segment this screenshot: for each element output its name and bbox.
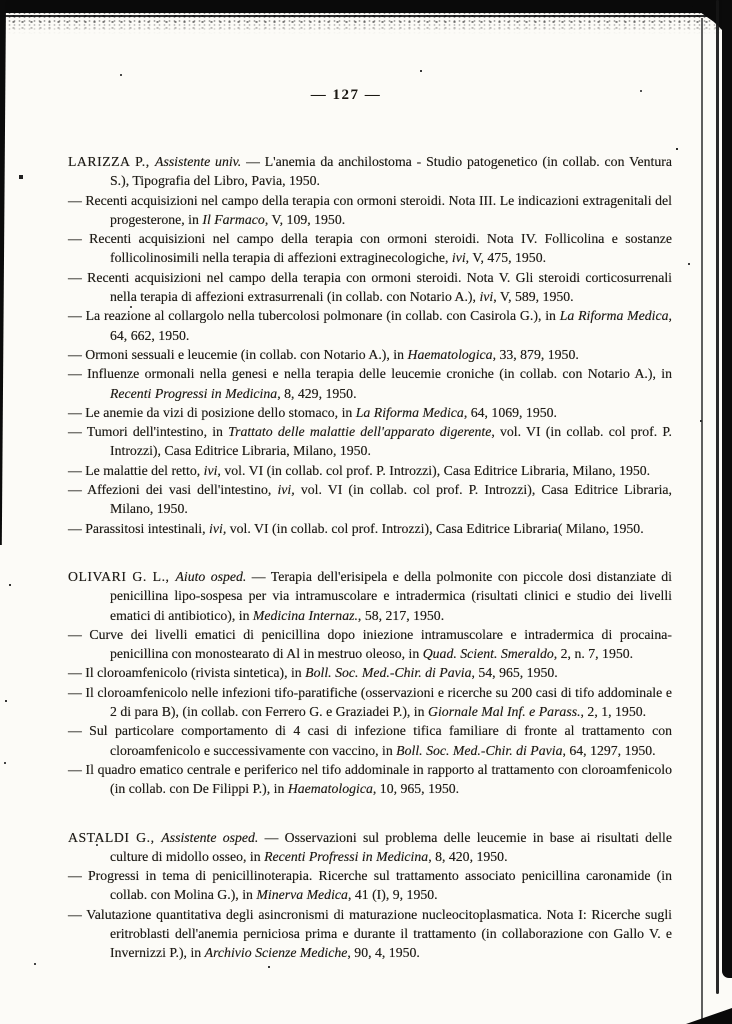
entry-text: La reazione al collargolo nella tubercolosi polmonare (in collab. con Casirola G.), in <box>85 308 560 324</box>
entry-italic-text: Recenti Profressi in Medicina <box>264 848 429 864</box>
entry-text: Ormoni sessuali e leucemie (in collab. con Notario A.), in <box>85 346 408 362</box>
entry-text: Le malattie del retto, <box>85 462 204 478</box>
entry-italic-text: ivi <box>451 250 466 266</box>
bibliography-section-olivari <box>68 567 672 799</box>
bibliography-entry: — Tumori dell'intestino, in Trattato delle malattie dell'apparato digerente, vol. VI (in collab. col prof. P. Introzzi), Casa Editrice Libraria, Milano, 1950. <box>68 424 673 459</box>
bibliography-entry: — Il cloroamfenicolo nelle infezioni tifo-paratifiche (osservazioni e ricerche su 200 casi di tifo addominale e 2 di para B), (in collab. con Ferrero G. e Graziadei P.), in Giornale Mal Inf. e Parass., 2, 1, 1950. <box>68 684 672 720</box>
entry-text: , 33, 879, 1950. <box>492 346 579 362</box>
entry-text: vol. VI (in collab. col prof. P. Introzzi), Casa Editrice Libraria, Milano, 1950. <box>220 462 651 478</box>
bibliography-entry: — Recenti acquisizioni nel campo della terapia con ormoni steroidi. Nota IV. Follicolina e sostanze follicolinosimili nella terapia di affezioni extraginecologiche, ivi, V, 475, 1950. <box>68 231 673 266</box>
bibliography-entry: — Valutazione quantitativa degli asincronismi di maturazione nucleocitoplasmatica. Nota I: Ricerche sugli eritroblasti dell'anemia perniciosa prima e durante il trattamento (in collaborazione con Gallo V. e Invernizzi P.), in Archivio Scienze Mediche, 90, 4, 1950. <box>68 906 672 961</box>
entry-text: , vol. VI (in collab. col prof. P. Introzzi), Casa Editrice Libraria, Milano, 1950. <box>110 424 673 459</box>
entry-italic-text: Haematologica <box>407 346 493 362</box>
bibliography-entry: — Recenti acquisizioni nel campo della terapia con ormoni steroidi. Nota V. Gli steroidi corticosurrenali nella terapia di affezioni extrasurrenali (in collab. con Notario A.), ivi, V, 589, 1950. <box>68 269 672 305</box>
bibliography-entry: — Ormoni sessuali e leucemie (in collab. con Notario A.), in Haematologica, 33, 879, 1950. <box>68 346 579 362</box>
bibliography-entry: — Sul particolare comportamento di 4 casi di infezione tifica familiare di fronte al trattamento con cloroamfenicolo e successivamente con vaccino, in Boll. Soc. Med.-Chir. di Pavia, 64, 1297, 1950. <box>68 723 672 758</box>
entry-italic-text: Haematologica <box>287 781 373 797</box>
author-role: Aiuto osped. <box>175 568 247 584</box>
scan-artifact-bottom-right-corner <box>686 1008 732 1024</box>
scan-artifact-right-line-outer <box>716 0 719 994</box>
entry-text: Sul particolare comportamento di 4 casi di infezione tifica familiare di fronte al trattamento con cloroamfenicolo e successivamente con vaccino, in <box>89 723 672 758</box>
entry-text: , 58, 217, 1950. <box>357 607 445 623</box>
bibliography-entry: — Il cloroamfenicolo (rivista sintetica), in Boll. Soc. Med.-Chir. di Pavia, 54, 965, 1950. <box>68 665 558 681</box>
entry-text: Recenti acquisizioni nel campo della terapia con ormoni steroidi. Nota V. Gli steroidi corticosurrenali nella terapia di affezioni extrasurrenali (in collab. con Notario A.), <box>87 269 672 305</box>
entry-italic-text: La Riforma Medica <box>559 308 669 324</box>
entry-text: , V, 109, 1950. <box>264 211 346 227</box>
entry-text: Valutazione quantitativa degli asincronismi di maturazione nucleocitoplasmatica. Nota I: Ricerche sugli eritroblasti dell'anemia perniciosa prima e durante il trattamento (in collaborazione con Gallo V. e Invernizzi P.), in <box>86 906 672 961</box>
entry-text: , 8, 429, 1950. <box>277 385 357 401</box>
bibliography-section-larizza <box>68 152 672 538</box>
entry-text: Recenti acquisizioni nel campo della terapia con ormoni steroidi. Nota IV. Follicolina e sostanze follicolinosimili nella terapia di affezioni extraginecologiche, <box>89 231 673 266</box>
entry-text: , V, 589, 1950. <box>493 289 574 305</box>
entry-text: , 2, n. 7, 1950. <box>553 646 634 662</box>
entry-text: Parassitosi intestinali, <box>85 520 210 536</box>
entry-text: Affezioni dei vasi dell'intestino, <box>87 482 278 498</box>
entry-text: Progressi in tema di penicillinoterapia. Ricerche sul trattamento associato penicillina caronamide (in collab. con Molina G.), in <box>87 868 672 903</box>
entry-text: L'anemia da anchilostoma - Studio patogenetico (in collab. con Ventura S.), Tipografia del Libro, Pavia, 1950. <box>110 154 672 189</box>
bibliography-entry: — Le malattie del retto, ivi, vol. VI (in collab. col prof. P. Introzzi), Casa Editrice Libraria, Milano, 1950. <box>68 462 651 478</box>
scan-artifact-top-line <box>0 15 732 17</box>
entry-text: , V, 475, 1950. <box>465 250 547 266</box>
entry-text: , 64, 662, 1950. <box>110 308 672 343</box>
entry-text: , 64, 1069, 1950. <box>463 404 557 420</box>
entry-text: vol. VI (in collab. col prof. Introzzi), Casa Editrice Libraria( Milano, 1950. <box>226 520 644 536</box>
entry-text: Osservazioni sul problema delle leucemie in base ai risultati delle culture di midollo osseo, in <box>110 829 672 864</box>
entry-italic-text: ivi, <box>209 520 227 536</box>
bibliography-entry: — La reazione al collargolo nella tubercolosi polmonare (in collab. con Casirola G.), in La Riforma Medica, 64, 662, 1950. <box>68 308 672 343</box>
entry-text: Il cloroamfenicolo (rivista sintetica), in <box>85 665 306 681</box>
author-name: LARIZZA P., <box>68 154 156 169</box>
entry-text: Il cloroamfenicolo nelle infezioni tifo-paratifiche (osservazioni e ricerche su 200 casi di tifo addominale e 2 di para B), (in collab. con Ferrero G. e Graziadei P.), in <box>85 684 672 720</box>
bibliography-entry: — Il quadro ematico centrale e periferico nel tifo addominale in rapporto al trattamento con cloroamfenicolo (in collab. con De Filippi P.), in Haematologica, 10, 965, 1950. <box>68 761 672 797</box>
scan-artifact-right-edge <box>722 0 732 978</box>
scan-artifact-top-band <box>0 0 732 13</box>
entry-italic-text: Boll. Soc. Med.-Chir. di Pavia <box>396 742 563 758</box>
entry-italic-text: ivi, <box>203 462 221 478</box>
entry-italic-text: Quad. Scient. Smeraldo <box>422 646 554 662</box>
bibliography-section-astaldi <box>68 828 672 963</box>
page-content <box>68 0 672 963</box>
author-role: Assistente univ. <box>155 154 242 169</box>
scan-artifact-right-line-inner <box>701 18 703 1024</box>
bibliography <box>68 152 672 963</box>
bibliography-entry: ASTALDI G., Assistente osped. — Osservazioni sul problema delle leucemie in base ai risultati delle culture di midollo osseo, in Recenti Profressi in Medicina, 8, 420, 1950. <box>68 829 672 864</box>
entry-text: , 2, 1, 1950. <box>580 704 647 720</box>
entry-italic-text: ivi <box>479 289 494 305</box>
entry-text: Recenti acquisizioni nel campo della terapia con ormoni steroidi. Nota III. Le indicazioni extragenitali del progesterone, in <box>85 192 672 227</box>
bibliography-entry: — Progressi in tema di penicillinoterapia. Ricerche sul trattamento associato penicillina caronamide (in collab. con Molina G.), in Minerva Medica, 41 (I), 9, 1950. <box>68 868 672 903</box>
entry-italic-text: Boll. Soc. Med.-Chir. di Pavia <box>305 665 472 681</box>
bibliography-entry: — Recenti acquisizioni nel campo della terapia con ormoni steroidi. Nota III. Le indicazioni extragenitali del progesterone, in Il Farmaco, V, 109, 1950. <box>68 192 672 227</box>
author-role: Assistente osped. <box>161 829 259 845</box>
entry-text: Curve dei livelli ematici di penicillina dopo iniezione intramuscolare e intradermica di procaina-penicillina con monostearato di Al in mestruo oleoso, in <box>89 626 672 662</box>
entry-italic-text: La Riforma Medica <box>355 404 464 420</box>
entry-text: Terapia dell'erisipela e della polmonite con piccole dosi distanziate di penicillina lipo-sospesa per via intramuscolare e intradermica (risultati clinici e studio dei livelli ematici di antibiotico), in <box>110 568 672 623</box>
page-number: — 127 — <box>310 87 382 103</box>
entry-italic-text: Recenti Progressi in Medicina <box>110 385 278 401</box>
entry-text: , 41 (I), 9, 1950. <box>347 887 438 903</box>
scan-artifact-left-edge <box>0 0 6 545</box>
entry-text: Influenze ormonali nella genesi e nella terapia delle leucemie croniche (in collab. con Notario A.), in <box>87 366 672 382</box>
scan-artifact-specks <box>0 0 2 2</box>
author-name: ASTALDI G., <box>68 829 162 845</box>
entry-italic-text: Minerva Medica <box>256 887 348 903</box>
bibliography-entry: OLIVARI G. L., Aiuto osped. — Terapia dell'erisipela e della polmonite con piccole dosi distanziate di penicillina lipo-sospesa per via intramuscolare e intradermica (risultati clinici e studio dei livelli ematici di antibiotico), in Medicina Internaz., 58, 217, 1950. <box>68 568 672 623</box>
author-name: OLIVARI G. L., <box>68 568 176 584</box>
entry-text: , 10, 965, 1950. <box>372 781 460 797</box>
entry-italic-text: Medicina Internaz. <box>252 607 358 623</box>
bibliography-entry: LARIZZA P., Assistente univ. — L'anemia da anchilostoma - Studio patogenetico (in collab. con Ventura S.), Tipografia del Libro, Pavia, 1950. <box>68 154 672 189</box>
bibliography-entry: — Curve dei livelli ematici di penicillina dopo iniezione intramuscolare e intradermica di procaina-penicillina con monostearato di Al in mestruo oleoso, in Quad. Scient. Smeraldo, 2, n. 7, 1950. <box>68 626 672 662</box>
entry-italic-text: Il Farmaco <box>202 211 265 227</box>
bibliography-entry: — Parassitosi intestinali, ivi, vol. VI (in collab. col prof. Introzzi), Casa Editrice Libraria( Milano, 1950. <box>68 520 644 536</box>
entry-italic-text: ivi, <box>277 482 295 498</box>
entry-text: Il quadro ematico centrale e periferico nel tifo addominale in rapporto al trattamento con cloroamfenicolo (in collab. con De Filippi P.), in <box>85 761 672 797</box>
bibliography-entry: — Influenze ormonali nella genesi e nella terapia delle leucemie croniche (in collab. con Notario A.), in Recenti Progressi in Medicina, 8, 429, 1950. <box>68 366 672 401</box>
entry-text: , 90, 4, 1950. <box>347 945 420 961</box>
bibliography-entry: — Affezioni dei vasi dell'intestino, ivi, vol. VI (in collab. col prof. P. Introzzi), Casa Editrice Libraria, Milano, 1950. <box>68 482 672 517</box>
entry-text: , 54, 965, 1950. <box>471 665 558 681</box>
entry-italic-text: Giornale Mal Inf. e Parass. <box>428 704 581 720</box>
entry-text: Le anemie da vizi di posizione dello stomaco, in <box>85 404 356 420</box>
entry-text: , 8, 420, 1950. <box>428 848 508 864</box>
entry-text: Tumori dell'intestino, in <box>86 424 229 440</box>
entry-italic-text: Trattato delle malattie dell'apparato digerente <box>228 424 492 440</box>
entry-text: vol. VI (in collab. col prof. P. Introzzi), Casa Editrice Libraria, Milano, 1950. <box>110 482 672 517</box>
entry-italic-text: Archivio Scienze Mediche <box>204 945 348 961</box>
bibliography-entry: — Le anemie da vizi di posizione dello stomaco, in La Riforma Medica, 64, 1069, 1950. <box>68 404 557 420</box>
entry-text: , 64, 1297, 1950. <box>562 742 656 758</box>
